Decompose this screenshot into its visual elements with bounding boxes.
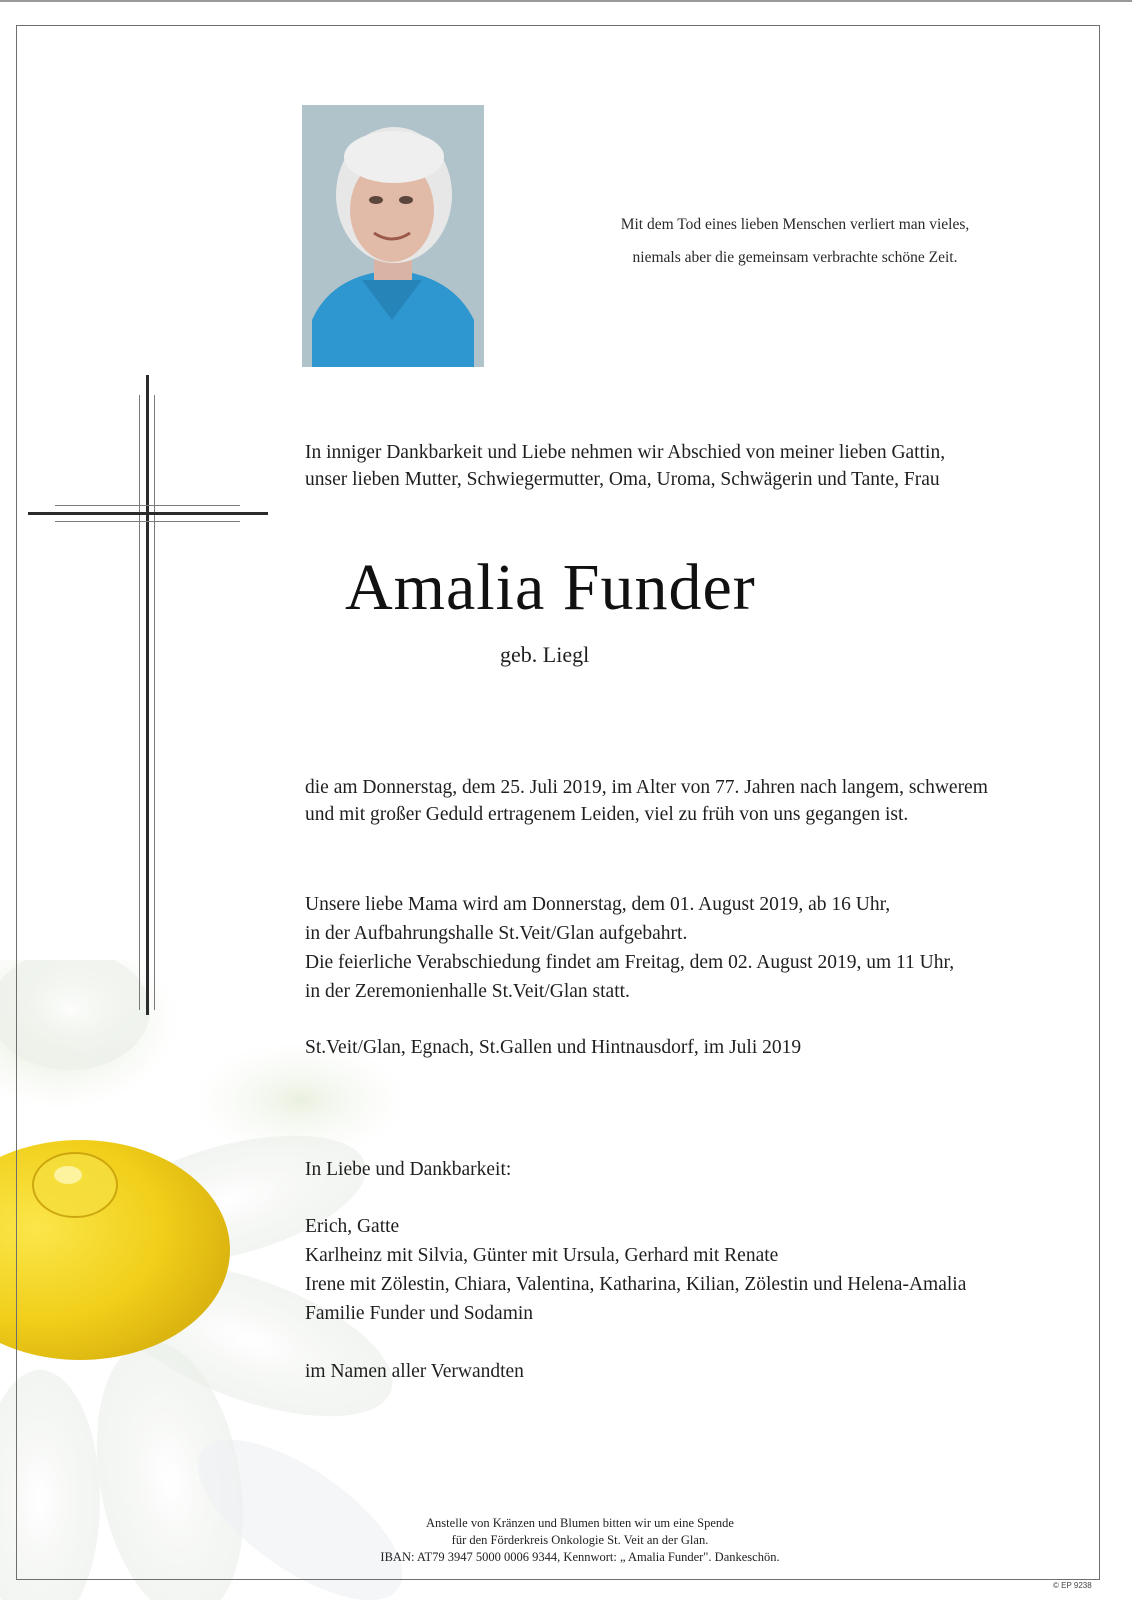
place-date — [305, 1034, 801, 1061]
donation-line: für den Förderkreis Onkologie St. Veit an der Glan. — [451, 1533, 709, 1547]
portrait-photo — [302, 105, 484, 367]
deceased-name: Amalia Funder — [345, 551, 756, 624]
signer-line: Karlheinz mit Silvia, Günter mit Ursula, Gerhard mit Renate — [305, 1245, 779, 1266]
intro-paragraph — [305, 439, 945, 493]
closing-line — [305, 1156, 511, 1183]
donation-line: IBAN: AT79 3947 5000 0006 9344, Kennwort: „ Amalia Funder". Dankeschön. — [380, 1550, 780, 1564]
donation-note — [300, 1515, 860, 1566]
ceremony-paragraph — [305, 890, 954, 1006]
relatives-line — [305, 1358, 524, 1385]
signers-list — [305, 1212, 966, 1328]
ceremony-line: Unsere liebe Mama wird am Donnerstag, dem 01. August 2019, ab 16 Uhr, — [305, 894, 891, 915]
maiden-name: geb. Liegl — [500, 642, 590, 667]
quote-line: niemals aber die gemeinsam verbrachte schöne Zeit. — [632, 249, 958, 266]
intro-line: In inniger Dankbarkeit und Liebe nehmen wir Abschied von meiner lieben Gattin, — [305, 442, 946, 463]
signer-line: Erich, Gatte — [305, 1216, 400, 1237]
death-paragraph — [305, 774, 988, 828]
closing-text: In Liebe und Dankbarkeit: — [305, 1159, 512, 1180]
ceremony-line: in der Zeremonienhalle St.Veit/Glan statt. — [305, 981, 630, 1002]
memorial-quote — [560, 208, 1030, 274]
intro-line: unser lieben Mutter, Schwiegermutter, Oma, Uroma, Schwägerin und Tante, Frau — [305, 469, 940, 490]
relatives-text: im Namen aller Verwandten — [305, 1361, 524, 1382]
death-line: und mit großer Geduld ertragenem Leiden, viel zu früh von uns gegangen ist. — [305, 804, 909, 825]
ceremony-line: Die feierliche Verabschiedung findet am Freitag, dem 02. August 2019, um 11 Uhr, — [305, 952, 955, 973]
place-date-line: St.Veit/Glan, Egnach, St.Gallen und Hintnausdorf, im Juli 2019 — [305, 1037, 802, 1058]
cross-icon — [0, 375, 280, 1015]
signer-line: Familie Funder und Sodamin — [305, 1303, 534, 1324]
print-code: © EP 9238 — [1053, 1581, 1092, 1590]
donation-line: Anstelle von Kränzen und Blumen bitten wir um eine Spende — [426, 1516, 734, 1530]
scan-top-edge — [0, 0, 1132, 2]
ceremony-line: in der Aufbahrungshalle St.Veit/Glan aufgebahrt. — [305, 923, 688, 944]
quote-line: Mit dem Tod eines lieben Menschen verliert man vieles, — [620, 216, 970, 233]
signer-line: Irene mit Zölestin, Chiara, Valentina, Katharina, Kilian, Zölestin und Helena-Amalia — [305, 1274, 967, 1295]
death-line: die am Donnerstag, dem 25. Juli 2019, im Alter von 77. Jahren nach langem, schwerem — [305, 777, 988, 798]
